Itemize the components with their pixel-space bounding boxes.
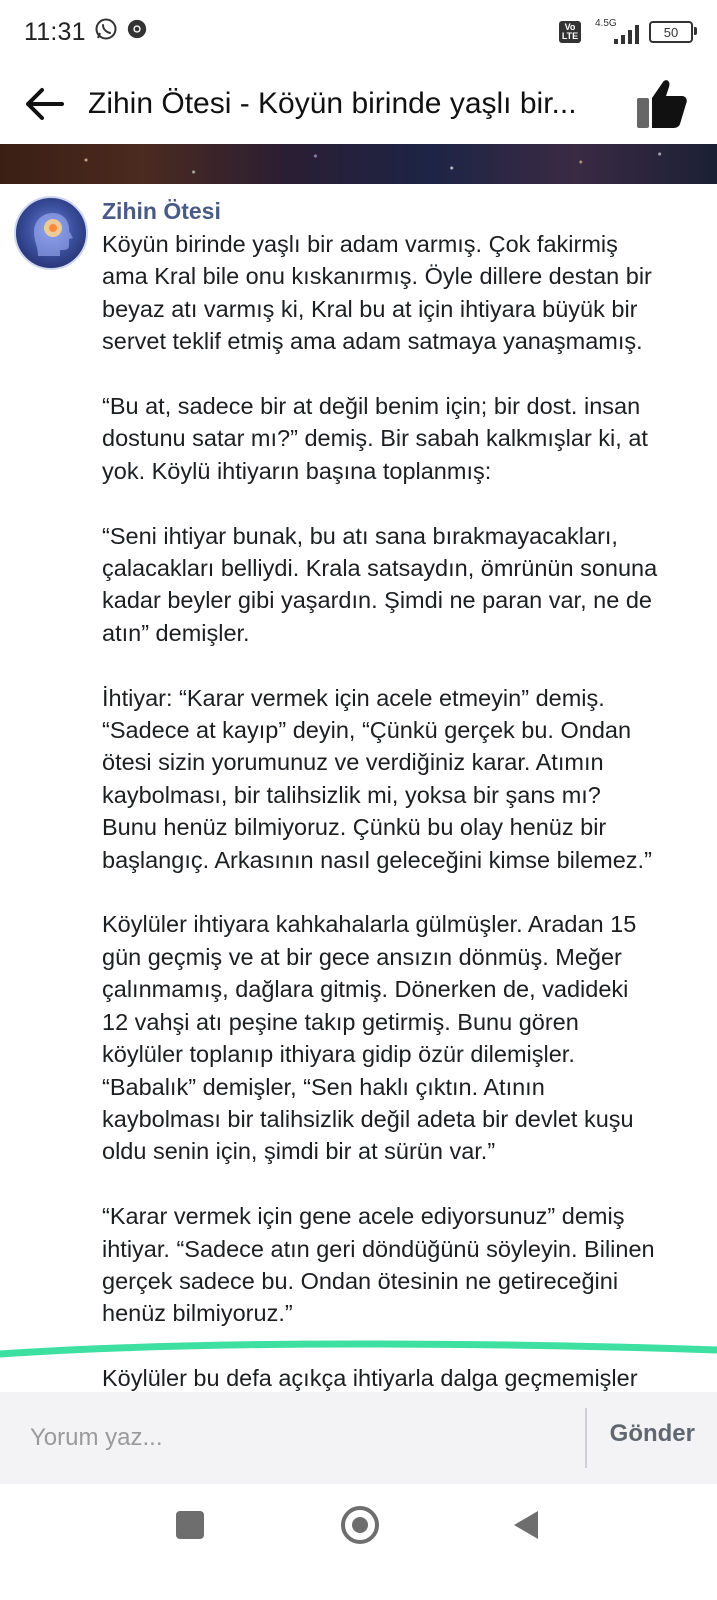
text-line: gerçek sadece bu. Ondan ötesinin ne getireceğini bbox=[102, 1267, 619, 1294]
text-line: yok. Köylü ihtiyarın başına toplanmış: bbox=[102, 457, 492, 484]
text-line: İhtiyar: “Karar vermek için acele etmeyin” demiş. bbox=[102, 684, 605, 711]
home-icon[interactable] bbox=[339, 1504, 381, 1546]
volte-badge: Vo LTE bbox=[559, 21, 581, 43]
text-line: ama Kral bile onu kıskanırmış. Öyle dillere destan bir bbox=[102, 263, 652, 290]
text-line: “Bu at, sadece bir at değil benim için; bir dost. insan bbox=[102, 393, 641, 420]
battery-level: 50 bbox=[663, 24, 679, 40]
comment-input[interactable] bbox=[28, 1407, 572, 1469]
text-line: “Karar vermek için gene acele ediyorsunuz” demiş bbox=[102, 1203, 625, 1230]
text-line: atın” demişler. bbox=[102, 619, 250, 646]
post-body bbox=[102, 228, 702, 1427]
text-line: oldu senin için, şimdi bir at sürün var.” bbox=[102, 1138, 496, 1165]
chrome-icon bbox=[126, 18, 148, 47]
post-author[interactable]: Zihin Ötesi bbox=[102, 198, 221, 224]
paragraph-2 bbox=[102, 390, 702, 487]
paragraph-1 bbox=[102, 228, 702, 358]
comment-bar bbox=[0, 1392, 717, 1484]
cover-banner bbox=[0, 144, 717, 184]
paragraph-4 bbox=[102, 682, 702, 876]
text-line: kaybolması, bir talihsizlik mi, yoksa bir şans mı? bbox=[102, 781, 601, 808]
text-line: köylüler toplanıp ithiyara gidip özür dilemişler. bbox=[102, 1041, 575, 1068]
text-line: kaybolması bir talihsizlik değil adeta bir devlet kuşu bbox=[102, 1105, 634, 1132]
text-line: Köylüler bu defa açıkça ihtiyarla dalga geçmemişler bbox=[102, 1365, 638, 1392]
paragraph-6 bbox=[102, 1200, 702, 1330]
recent-apps-icon[interactable] bbox=[176, 1511, 204, 1539]
text-line: gün geçmiş ve at bir gece ansızın dönmüş. Meğer bbox=[102, 943, 622, 970]
network-type: 4.5G bbox=[595, 18, 617, 29]
avatar[interactable] bbox=[14, 196, 88, 270]
text-line: 12 vahşi atı peşine takıp getirmiş. Bunu gören bbox=[102, 1008, 579, 1035]
paragraph-5 bbox=[102, 908, 702, 1167]
send-button[interactable]: Gönder bbox=[609, 1420, 695, 1447]
text-line: beyaz atı varmış ki, Kral bu at için ihtiyara büyük bir bbox=[102, 295, 638, 322]
status-left bbox=[24, 17, 148, 48]
text-line: dostunu satar mı?” demiş. Bir sabah kalkmışlar ki, at bbox=[102, 425, 648, 452]
text-line: çalacakları belliydi. Krala satsaydın, ömrünün sonuna bbox=[102, 555, 658, 582]
signal-icon bbox=[591, 20, 639, 44]
text-line: servet teklif etmiş ama adam satmaya yanaşmamış. bbox=[102, 328, 643, 355]
divider bbox=[585, 1408, 587, 1468]
paragraph-7 bbox=[102, 1362, 702, 1394]
page-title: Zihin Ötesi - Köyün birinde yaşlı bir... bbox=[88, 87, 577, 120]
status-bar bbox=[0, 0, 717, 64]
nav-back-icon[interactable] bbox=[510, 1509, 540, 1541]
android-nav-bar bbox=[0, 1484, 717, 1600]
text-line: henüz bilmiyoruz.” bbox=[102, 1300, 293, 1327]
text-line: kadar beyler gibi yaşardın. Şimdi ne paran var, ne de bbox=[102, 587, 652, 614]
thumbs-up-icon[interactable] bbox=[633, 76, 689, 132]
text-line: ihtiyar. “Sadece atın geri döndüğünü söyleyin. Bilinen bbox=[102, 1235, 655, 1262]
status-time: 11:31 bbox=[24, 17, 86, 46]
text-line: başlangıç. Arkasının nasıl geleceğini kimse bilemez.” bbox=[102, 846, 652, 873]
text-line: Köyün birinde yaşlı bir adam varmış. Çok fakirmiş bbox=[102, 231, 618, 257]
status-right bbox=[559, 20, 693, 44]
text-line: “Babalık” demişler, “Sen haklı çıktın. Atının bbox=[102, 1073, 545, 1100]
app-header bbox=[0, 64, 717, 144]
whatsapp-icon bbox=[94, 17, 118, 48]
text-line: Köylüler ihtiyara kahkahalarla gülmüşler. Aradan 15 bbox=[102, 911, 637, 938]
back-arrow-icon[interactable] bbox=[22, 82, 66, 126]
text-line: “Sadece at kayıp” deyin, “Çünkü gerçek bu. Ondan bbox=[102, 717, 632, 744]
paragraph-3 bbox=[102, 520, 702, 650]
text-line: çalınmamış, dağlara gitmiş. Dönerken de, vadideki bbox=[102, 976, 629, 1003]
text-line: “Seni ihtiyar bunak, bu atı sana bırakmayacakları, bbox=[102, 522, 618, 549]
text-line: ötesi sizin yorumunuz ve verdiğiniz karar. Atımın bbox=[102, 749, 604, 776]
battery-icon bbox=[649, 21, 693, 43]
text-line: Bunu henüz bilmiyoruz. Çünkü bu olay henüz bir bbox=[102, 814, 607, 841]
